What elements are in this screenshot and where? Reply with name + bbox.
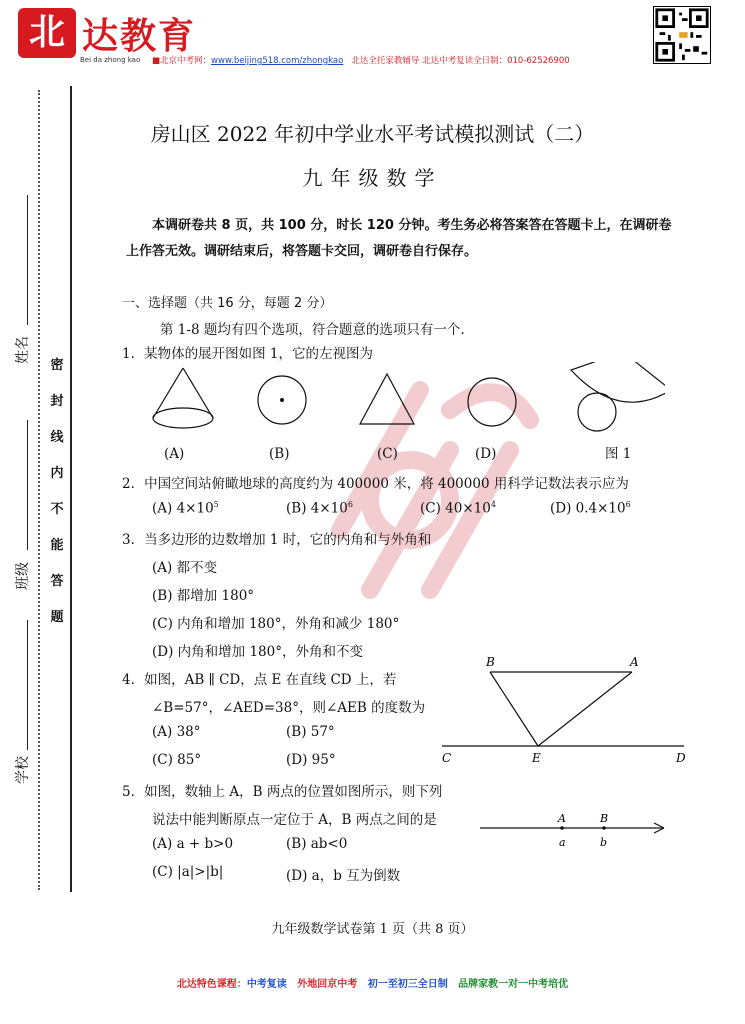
q1-option-d[interactable]: (D): [475, 446, 497, 462]
q1-option-b[interactable]: (B): [269, 446, 290, 462]
q3-option-d[interactable]: (D) 内角和增加 180°，外角和不变: [152, 644, 363, 660]
header-prefix: ■北京中考网：: [152, 56, 212, 66]
binding-line: [70, 86, 72, 892]
q5-stem-line1: 5．如图，数轴上 A，B 两点的位置如图所示，则下列: [122, 784, 443, 800]
name-label: 姓名: [15, 336, 31, 364]
q5-option-b[interactable]: (B) ab<0: [286, 836, 348, 852]
q5-label-b-value: b: [600, 836, 608, 849]
q1-option-c-figure: [360, 374, 414, 424]
q1-option-a-figure: [153, 368, 213, 428]
header-link[interactable]: www.beijing518.com/zhongkao: [211, 56, 344, 66]
footer-ad-item: 初一至初三全日制: [367, 979, 448, 990]
footer-ad-item: 品牌家教一对一中考培优: [458, 979, 569, 990]
instructions: 本调研卷共 8 页，共 100 分，时长 120 分钟。考生务必将答案答在答题卡上，在调研卷上作答无效。调研结束后，将答题卡交回，调研卷自行保存。: [126, 218, 672, 259]
q2-option-c[interactable]: (C) $40\times 10^4$: [420, 500, 496, 517]
logo-subtitle: Bei da zhong kao: [80, 56, 141, 64]
seal-char: 密: [50, 358, 64, 373]
class-label: 班级: [15, 562, 31, 590]
seal-char: 内: [50, 466, 64, 481]
figure-1: [571, 362, 665, 431]
q4-figure: [438, 652, 698, 772]
logo-mark: 北: [18, 8, 76, 58]
q2-stem: 2．中国空间站俯瞰地球的高度约为 400000 米，将 400000 用科学记数法表示应为: [122, 476, 629, 492]
q2-option-b[interactable]: (B) $4\times 10^6$: [286, 500, 353, 517]
q4-stem-line1: 4．如图，AB ∥ CD，点 E 在直线 CD 上，若: [122, 672, 397, 688]
q3-option-c[interactable]: (C) 内角和增加 180°，外角和减少 180°: [152, 616, 400, 632]
seal-char: 线: [50, 430, 64, 445]
seal-char: 题: [50, 610, 64, 625]
header-banner: [152, 54, 570, 66]
q2-option-d[interactable]: (D) $0.4\times 10^6$: [550, 500, 631, 517]
q1-option-d-figure: [468, 378, 516, 426]
q4-label-e: E: [532, 751, 541, 765]
q4-label-b: B: [486, 655, 495, 669]
section-heading: 一、选择题（共 16 分，每题 2 分）: [122, 296, 333, 311]
name-field[interactable]: [27, 195, 28, 325]
q4-option-b[interactable]: (B) 57°: [286, 724, 335, 740]
q4-option-c[interactable]: (C) 85°: [152, 752, 202, 768]
page-number: 九年级数学试卷第 1 页（共 8 页）: [271, 922, 474, 937]
seal-char: 封: [50, 394, 64, 409]
q2-option-a[interactable]: (A) $4\times 10^5$: [152, 500, 219, 517]
footer-ad: [0, 975, 745, 990]
q1-option-c[interactable]: (C): [377, 446, 398, 462]
q5-stem-line2: 说法中能判断原点一定位于 A，B 两点之间的是: [152, 812, 437, 828]
exam-subtitle: 九年级数学: [302, 166, 443, 190]
q1-option-a[interactable]: (A): [164, 446, 185, 462]
q5-label-b-point: B: [600, 812, 609, 825]
q5-option-a[interactable]: (A) a + b>0: [152, 836, 234, 852]
section-note: 第 1-8 题均有四个选项，符合题意的选项只有一个.: [160, 322, 465, 338]
footer-ad-item: 外地回京中考: [297, 979, 358, 990]
q5-option-c[interactable]: (C) |a|>|b|: [152, 864, 224, 880]
q4-option-a[interactable]: (A) 38°: [152, 724, 201, 740]
seal-char: 不: [50, 502, 64, 517]
q1-stem: 1．某物体的展开图如图 1，它的左视图为: [122, 346, 373, 362]
q5-label-a-value: a: [559, 836, 566, 849]
binding-dotted-line: [38, 90, 40, 890]
q4-label-d: D: [676, 751, 686, 765]
seal-char: 答: [50, 574, 64, 589]
footer-ad-prefix: 北达特色课程：: [176, 979, 247, 990]
q3-stem: 3．当多边形的边数增加 1 时，它的内角和与外角和: [122, 532, 432, 548]
q3-option-a[interactable]: (A) 都不变: [152, 560, 218, 576]
school-field[interactable]: [27, 620, 28, 750]
qr-code-icon: [653, 6, 711, 64]
q4-option-d[interactable]: (D) 95°: [286, 752, 336, 768]
q1-option-b-figure: [258, 376, 306, 424]
q3-option-b[interactable]: (B) 都增加 180°: [152, 588, 255, 604]
logo-text: 达教育: [82, 16, 197, 57]
footer-ad-item: 中考复读: [246, 979, 287, 990]
q5-option-d[interactable]: (D) a，b 互为倒数: [286, 868, 401, 884]
q5-label-a-point: A: [558, 812, 566, 825]
q1-figures: [145, 362, 665, 442]
seal-char: 能: [50, 538, 64, 553]
figure-1-caption: 图 1: [605, 446, 632, 462]
q4-label-a: A: [630, 655, 639, 669]
class-field[interactable]: [27, 420, 28, 550]
q4-label-c: C: [442, 751, 452, 765]
q5-number-line: [478, 808, 674, 854]
q4-stem-line2: ∠B=57°，∠AED=38°，则∠AEB 的度数为: [152, 700, 426, 716]
header-ad: 北达全托家教辅导 北达中考复读全日制：010-62526900: [351, 56, 570, 66]
school-label: 学校: [15, 756, 31, 784]
exam-title: 房山区 2022 年初中学业水平考试模拟测试（二）: [150, 122, 595, 146]
